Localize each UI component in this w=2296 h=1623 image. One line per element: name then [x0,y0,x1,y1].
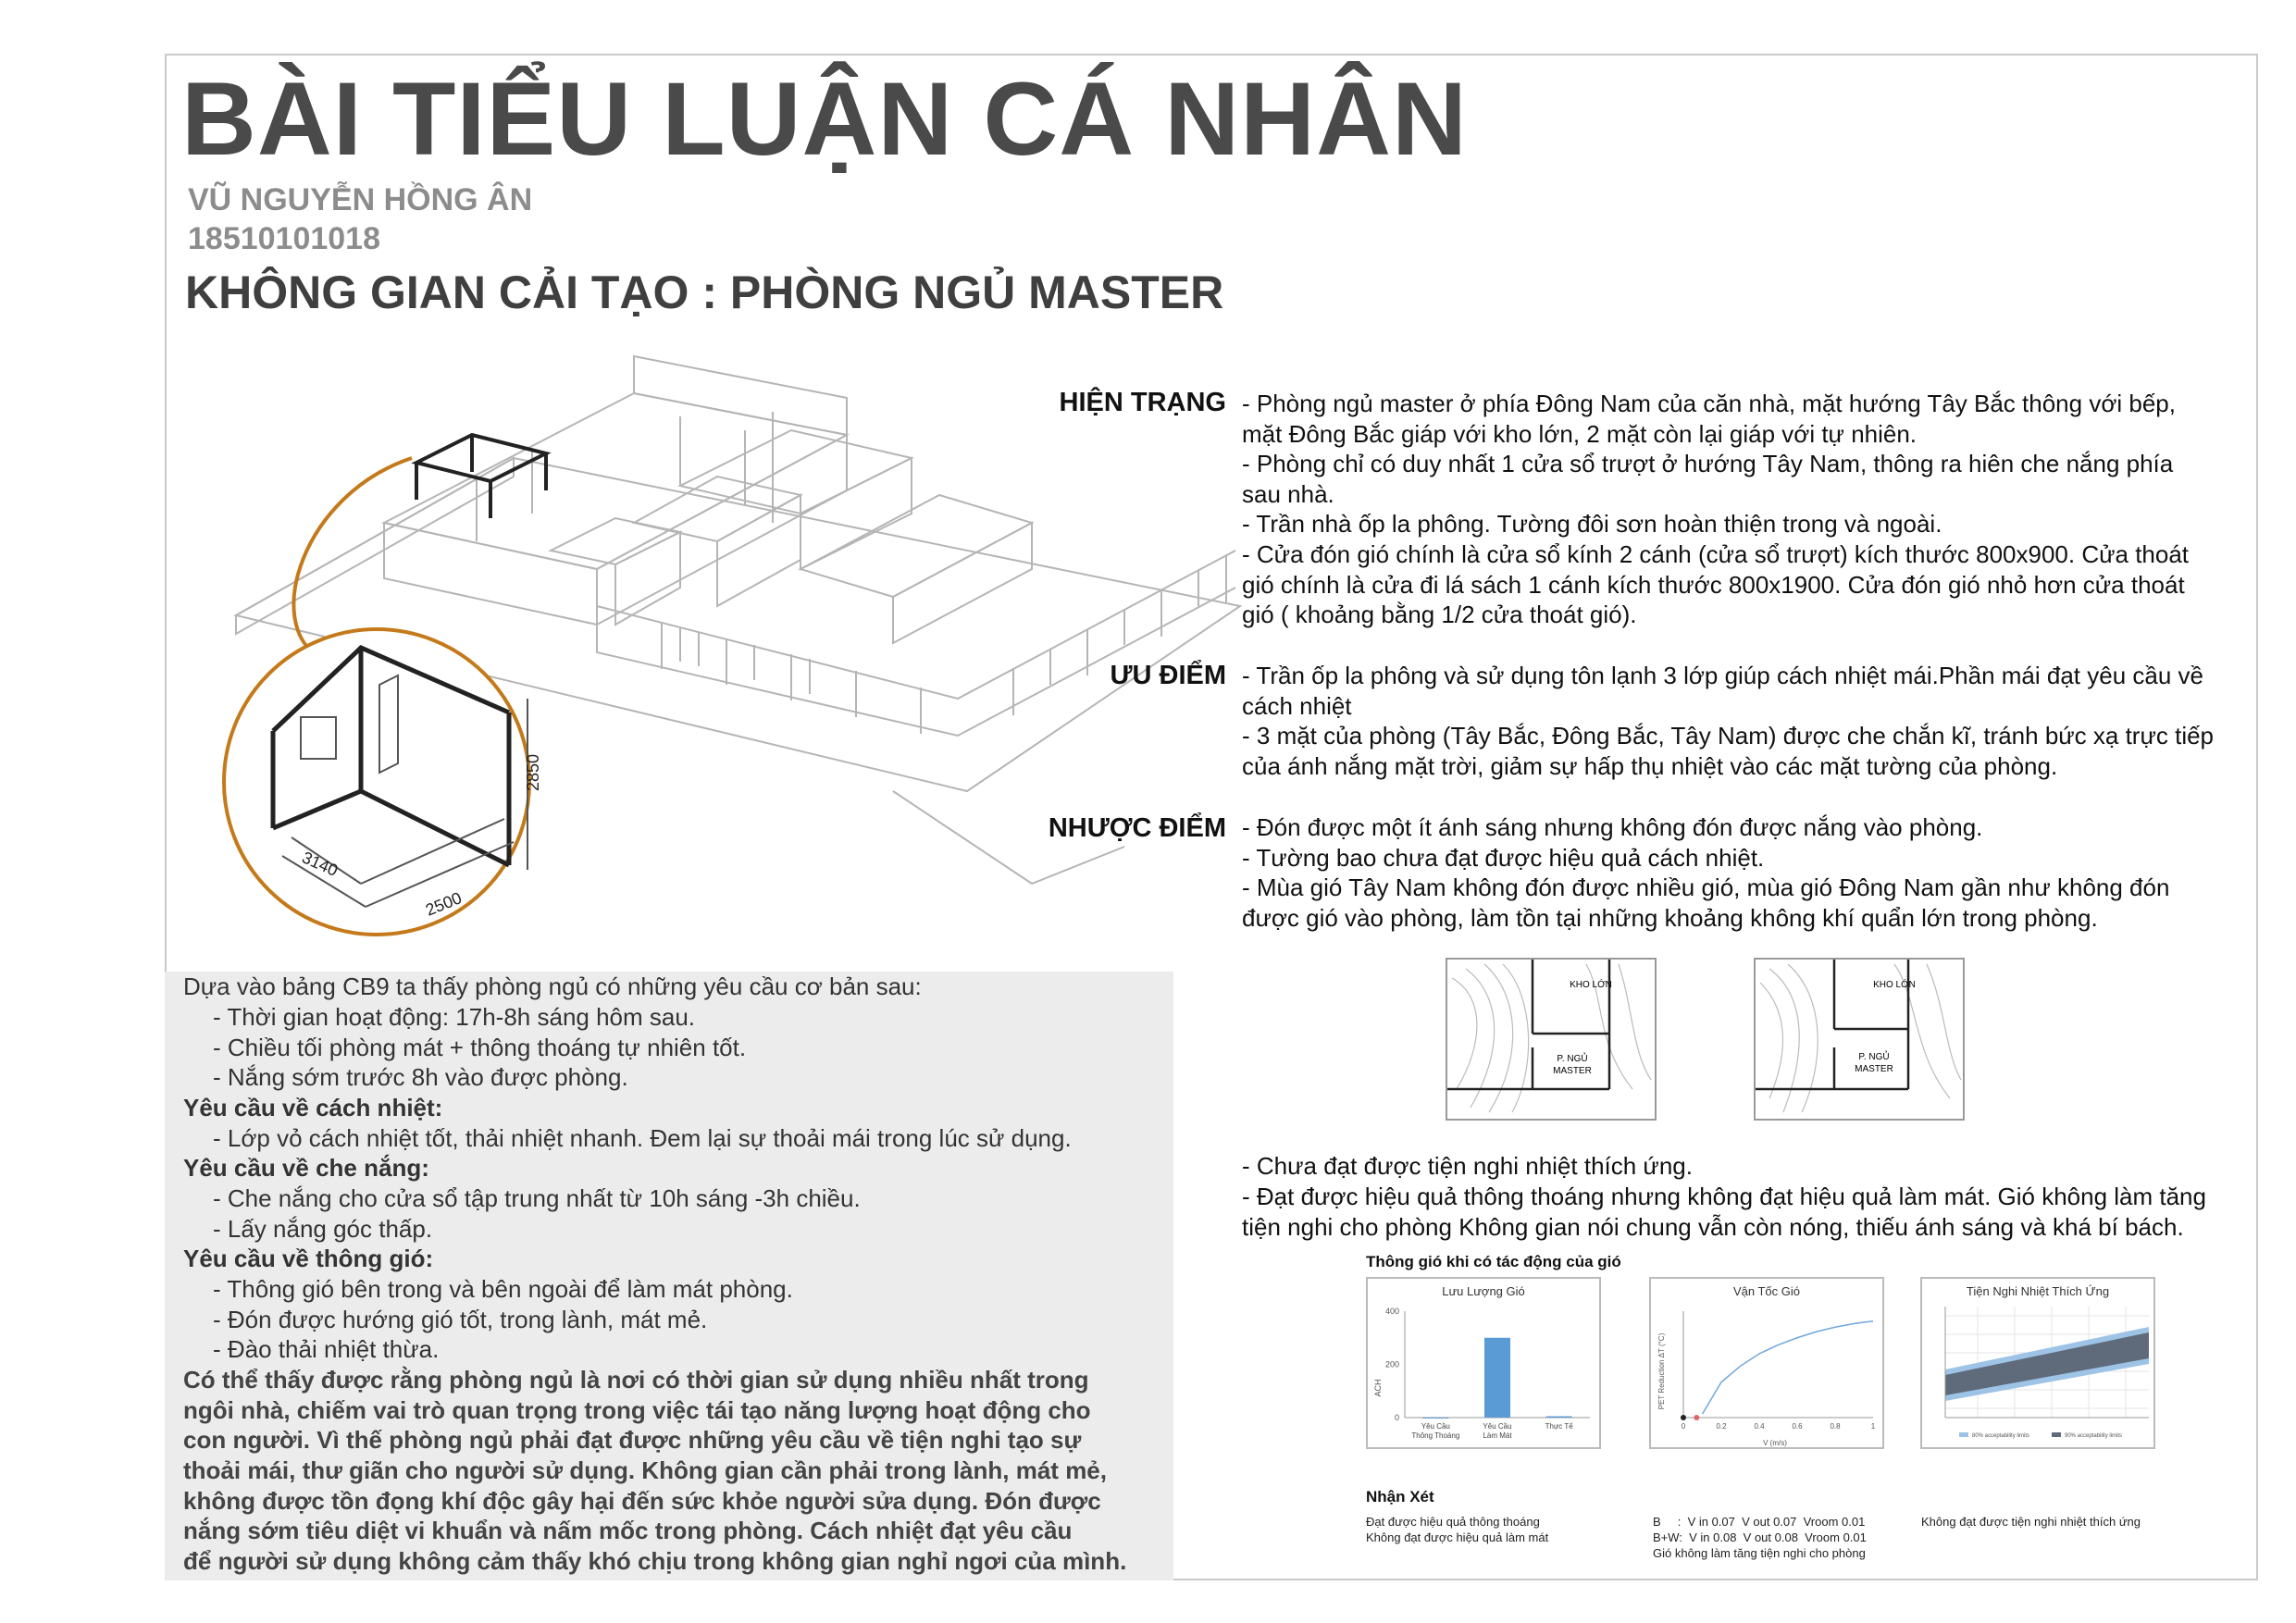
bar [1546,1417,1572,1418]
list-item: - Nắng sớm trước 8h vào được phòng. [213,1063,628,1091]
dimension-length: 3140 [299,848,341,880]
section-body-current-state: - Phòng ngủ master ở phía Đông Nam của căn nhà, mặt hướng Tây Bắc thông với bếp, mặt Đông Bắc giáp với kho lớn, 2 mặt còn lại giáp với tự nhiên. - Phòng chỉ có duy nhất 1 cửa sổ trượt ở hướng Tây Nam, thông ra hiên che nắng phía sau nhà. - Trần nhà ốp la phông. Tường đôi sơn hoàn thiện trong và ngoài. - Cửa đón gió chính là cửa sổ kính 2 cánh (cửa sổ trượt) kích thước 800x900. Cửa thoát gió chính là cửa đi lá sách 1 cánh kích thước 800x1900. Cửa đón gió nhỏ hơn cửa thoát gió ( khoảng bằng 1/2 cửa thoát gió). [1242,390,2190,629]
y-tick-label: 400 [1384,1307,1399,1316]
insulation-heading: Yêu cầu về cách nhiệt: [183,1094,443,1121]
x-tick-label: Làm Mát [1483,1431,1512,1440]
x-tick-label: Yêu Cầu [1483,1422,1512,1431]
conclusion-line: - Chưa đạt được tiện nghi nhiệt thích ứng. [1242,1152,1693,1180]
isometric-house-drawing [199,217,1263,958]
list-item: - Lấy nắng góc thấp. [213,1215,433,1243]
summary-line: Có thể thấy được rằng phòng ngủ là nơi có thời gian sử dụng nhiều nhất trong [183,1366,1089,1394]
area-chart [1922,1279,2153,1447]
chart-title: Lưu Lượng Gió [1442,1284,1525,1298]
list-item: - Chiều tối phòng mát + thông thoáng tự nhiên tốt. [213,1034,747,1061]
data-point [1694,1415,1699,1420]
note-line: Không đạt được tiện nghi nhiệt thích ứng [1921,1515,2141,1529]
y-tick-label: 0 [1394,1413,1399,1422]
note-line: Đạt được hiệu quả thông thoáng [1366,1515,1540,1529]
airflow-plan-1 [1446,958,1657,1121]
plan-room-label: MASTER [1855,1064,1893,1074]
summary-line: để người sử dụng không cảm thấy khó chịu trong không gian nghỉ ngơi của mình. [183,1547,1127,1575]
list-item: - Thời gian hoạt động: 17h-8h sáng hôm sau. [213,1003,696,1031]
summary-line: ngôi nhà, chiếm vai trò quan trọng trong việc tái tạo năng lượng hoạt động cho [183,1396,1091,1424]
shading-heading: Yêu cầu về che nắng: [183,1154,429,1182]
x-tick-label: 0.8 [1830,1422,1841,1431]
note-line: B+W: V in 0.08 V out 0.08 Vroom 0.01 [1653,1530,1867,1544]
summary-line: nắng sớm tiêu diệt vi khuẩn và nấm mốc trong phòng. Cách nhiệt đạt yêu cầu [183,1517,1073,1544]
summary-line: con người. Vì thế phòng ngủ phải đạt được những yêu cầu về tiện nghi tạo sự [183,1426,1082,1454]
chart-wind-speed [1649,1277,1884,1449]
line-chart [1651,1279,1882,1447]
x-tick-label: 0.4 [1754,1422,1765,1431]
chart-title: Tiện Nghi Nhiệt Thích Ứng [1966,1284,2110,1298]
chart-title: Vận Tốc Gió [1732,1284,1801,1298]
x-tick-label: Thực Tế [1545,1422,1573,1431]
airflow-plan-2 [1754,958,1965,1121]
section-body-disadvantages: - Đón được một ít ánh sáng nhưng không đón được nắng vào phòng. - Tường bao chưa đạt được hiệu quả cách nhiệt. - Mùa gió Tây Nam không đón được nhiều gió, mùa gió Đông Nam gần như không đón được gió vào phòng, làm tồn tại những khoảng không khí quẩn lớn trong phòng. [1242,813,2170,932]
author-name: VŨ NGUYỄN HỒNG ÂN [188,182,533,217]
plan-room-label: P. NGỦ [1858,1052,1890,1062]
list-item: - Che nắng cho cửa sổ tập trung nhất từ 10h sáng -3h chiều. [213,1184,861,1212]
charts-heading: Thông gió khi có tác động của gió [1366,1253,1621,1270]
requirements-intro: Dựa vào bảng CB9 ta thấy phòng ngủ có những yêu cầu cơ bản sau: [183,973,922,1000]
page-title: BÀI TIỂU LUẬN CÁ NHÂN [181,61,1468,177]
y-axis-label: ACH [1373,1379,1383,1397]
bar-chart [1368,1279,1599,1447]
note-line: Gió không làm tăng tiện nghi cho phòng [1653,1546,1866,1560]
section-label-disadvantages: NHƯỢC ĐIỂM [1048,813,1226,843]
student-id: 18510101018 [188,221,381,256]
page-subtitle: KHÔNG GIAN CẢI TẠO : PHÒNG NGỦ MASTER [185,266,1224,318]
section-label-current-state: HIỆN TRẠNG [1059,388,1226,417]
x-tick-label: 0.2 [1716,1422,1727,1431]
conclusion-line: tiện nghi cho phòng Không gian nói chung vẫn còn nóng, thiếu ánh sáng và khá bí bách. [1242,1213,2184,1241]
conclusion-line: - Đạt được hiệu quả thông thoáng nhưng không đạt hiệu quả làm mát. Gió không làm tăng [1242,1183,2206,1210]
legend-entry: 80% acceptability limits [1972,1433,2030,1439]
list-item: - Đón được hướng gió tốt, trong lành, mát mẻ. [213,1306,708,1333]
series-line [1703,1321,1874,1414]
note-line: B : V in 0.07 V out 0.07 Vroom 0.01 [1653,1515,1866,1529]
plan-storage-label: KHO LỚN [1873,980,1916,990]
x-axis-label: V (m/s) [1763,1439,1787,1447]
section-body-advantages: - Trần ốp la phông và sử dụng tôn lạnh 3 lớp giúp cách nhiệt mái.Phần mái đạt yêu cầu về cách nhiệt - 3 mặt của phòng (Tây Bắc, Đông Bắc, Tây Nam) được che chắn kĩ, tránh bức xạ trực tiếp của ánh nắng mặt trời, giảm sự hấp thụ nhiệt vào các mặt tường của phòng. [1242,662,2215,780]
dimension-height: 2850 [524,753,542,791]
ventilation-heading: Yêu cầu về thông gió: [183,1245,434,1272]
note-line: Không đạt được hiệu quả làm mát [1366,1530,1549,1544]
chart-airflow-rate [1366,1277,1601,1449]
dimension-width: 2500 [423,888,465,920]
x-tick-label: 1 [1870,1422,1876,1431]
list-item: - Đào thải nhiệt thừa. [213,1335,440,1363]
plan-room-label: MASTER [1553,1066,1592,1076]
y-tick-label: 200 [1384,1359,1399,1369]
legend-entry: 90% acceptability limits [2065,1433,2123,1439]
bar [1422,1418,1448,1419]
requirements-panel [165,972,1173,1580]
x-tick-label: 0 [1681,1422,1686,1431]
bar [1484,1338,1510,1418]
list-item: - Lớp vỏ cách nhiệt tốt, thải nhiệt nhanh. Đem lại sự thoải mái trong lúc sử dụng. [213,1124,1072,1152]
summary-line: không được tồn đọng khí độc gây hại đến sức khỏe người sửa dụng. Đón được [183,1487,1101,1515]
plan-storage-label: KHO LỚN [1570,980,1612,990]
notes-heading: Nhận Xét [1366,1488,1434,1505]
chart-thermal-comfort [1920,1277,2155,1449]
section-label-advantages: ƯU ĐIỂM [1110,661,1226,690]
plan-room-label: P. NGỦ [1557,1054,1588,1064]
data-point [1681,1415,1686,1420]
list-item: - Thông gió bên trong và bên ngoài để làm mát phòng. [213,1275,793,1303]
x-tick-label: Thông Thoáng [1411,1431,1460,1440]
x-tick-label: 0.6 [1792,1422,1803,1431]
summary-line: thoải mái, thư giãn cho người sử dụng. Không gian cần phải trong lành, mát mẻ, [183,1456,1107,1484]
x-tick-label: Yêu Cầu [1421,1422,1450,1431]
y-axis-label: PET Reduction ΔT (°C) [1657,1332,1666,1410]
